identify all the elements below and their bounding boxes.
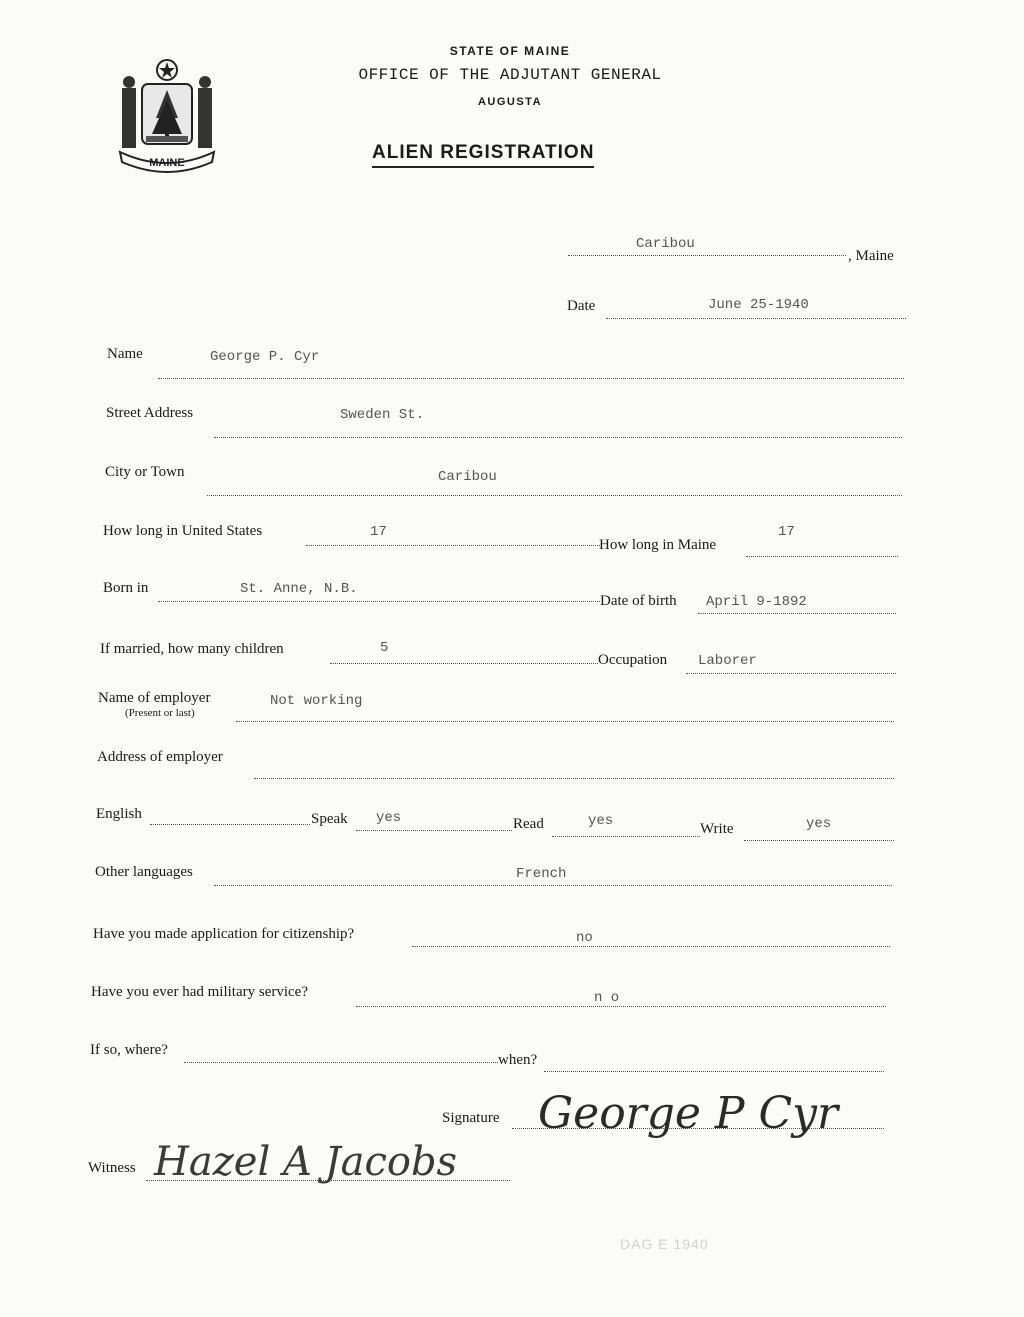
city-line [207, 495, 902, 496]
occupation-line [686, 673, 896, 674]
military-value: n o [594, 990, 620, 1006]
where-line [184, 1062, 498, 1063]
header-state: STATE OF MAINE [449, 44, 571, 58]
citizenship-label: Have you made application for citizenship? [93, 926, 355, 942]
write-value: yes [806, 816, 832, 832]
signature-label: Signature [442, 1110, 500, 1126]
born-value: St. Anne, N.B. [240, 581, 358, 597]
employer-sublabel: (Present or last) [125, 707, 195, 719]
witness-handwriting [150, 1115, 530, 1195]
name-line [158, 378, 904, 379]
speak-line [356, 830, 512, 831]
read-value: yes [588, 813, 614, 829]
citizenship-line [412, 946, 890, 947]
other-lang-line [214, 885, 892, 886]
maine-value: 17 [778, 524, 795, 540]
maine-line [746, 556, 898, 557]
write-line [744, 840, 894, 841]
other-lang-label: Other languages [95, 864, 193, 880]
military-label: Have you ever had military service? [91, 984, 308, 1000]
employer-line [236, 721, 894, 722]
english-line [150, 824, 310, 825]
street-line [214, 437, 902, 438]
signature-value: George P Cyr [538, 1088, 839, 1139]
children-value: 5 [380, 640, 389, 656]
place-suffix: , Maine [848, 248, 894, 264]
maine-label: How long in Maine [599, 537, 717, 553]
maine-state-seal-icon [112, 48, 222, 178]
date-value: June 25-1940 [708, 297, 809, 313]
place-line [568, 255, 846, 256]
read-label: Read [513, 816, 544, 832]
name-value: George P. Cyr [210, 349, 320, 365]
speak-value: yes [376, 810, 402, 826]
born-label: Born in [103, 580, 149, 596]
military-line [356, 1006, 886, 1007]
speak-label: Speak [311, 811, 348, 827]
place-value: Caribou [636, 236, 695, 252]
children-line [330, 663, 598, 664]
name-label: Name [107, 346, 143, 362]
emp-addr-line [254, 778, 894, 779]
form-title: ALIEN REGISTRATION [372, 142, 594, 168]
citizenship-value: no [576, 930, 593, 946]
us-label: How long in United States [103, 523, 263, 539]
dob-line [698, 613, 896, 614]
signature-handwriting [530, 1070, 910, 1150]
when-label: when? [498, 1052, 538, 1068]
us-line [306, 545, 600, 546]
english-label: English [96, 806, 142, 822]
dob-value: April 9-1892 [706, 594, 807, 610]
city-value: Caribou [438, 469, 497, 485]
header-city: AUGUSTA [477, 96, 543, 108]
occupation-value: Laborer [698, 653, 757, 669]
where-label: If so, where? [90, 1042, 168, 1058]
city-label: City or Town [105, 464, 185, 480]
us-value: 17 [370, 524, 387, 540]
header-office: OFFICE OF THE ADJUTANT GENERAL [358, 66, 662, 84]
children-label: If married, how many children [100, 641, 284, 657]
street-value: Sweden St. [340, 407, 425, 423]
employer-value: Not working [270, 693, 363, 709]
other-lang-value: French [516, 866, 567, 882]
employer-label: Name of employer [98, 690, 211, 706]
receipt-stamp: DAG E 1940 [620, 1236, 709, 1252]
seal-text: MAINE [149, 157, 185, 169]
witness-label: Witness [88, 1160, 136, 1176]
dob-label: Date of birth [600, 593, 677, 609]
emp-addr-label: Address of employer [97, 749, 223, 765]
write-label: Write [700, 821, 734, 837]
witness-value: Hazel A Jacobs [154, 1139, 458, 1185]
born-line [158, 601, 600, 602]
street-label: Street Address [106, 405, 194, 421]
read-line [552, 836, 700, 837]
occupation-label: Occupation [598, 652, 668, 668]
date-line [606, 318, 906, 319]
date-label: Date [567, 298, 596, 314]
